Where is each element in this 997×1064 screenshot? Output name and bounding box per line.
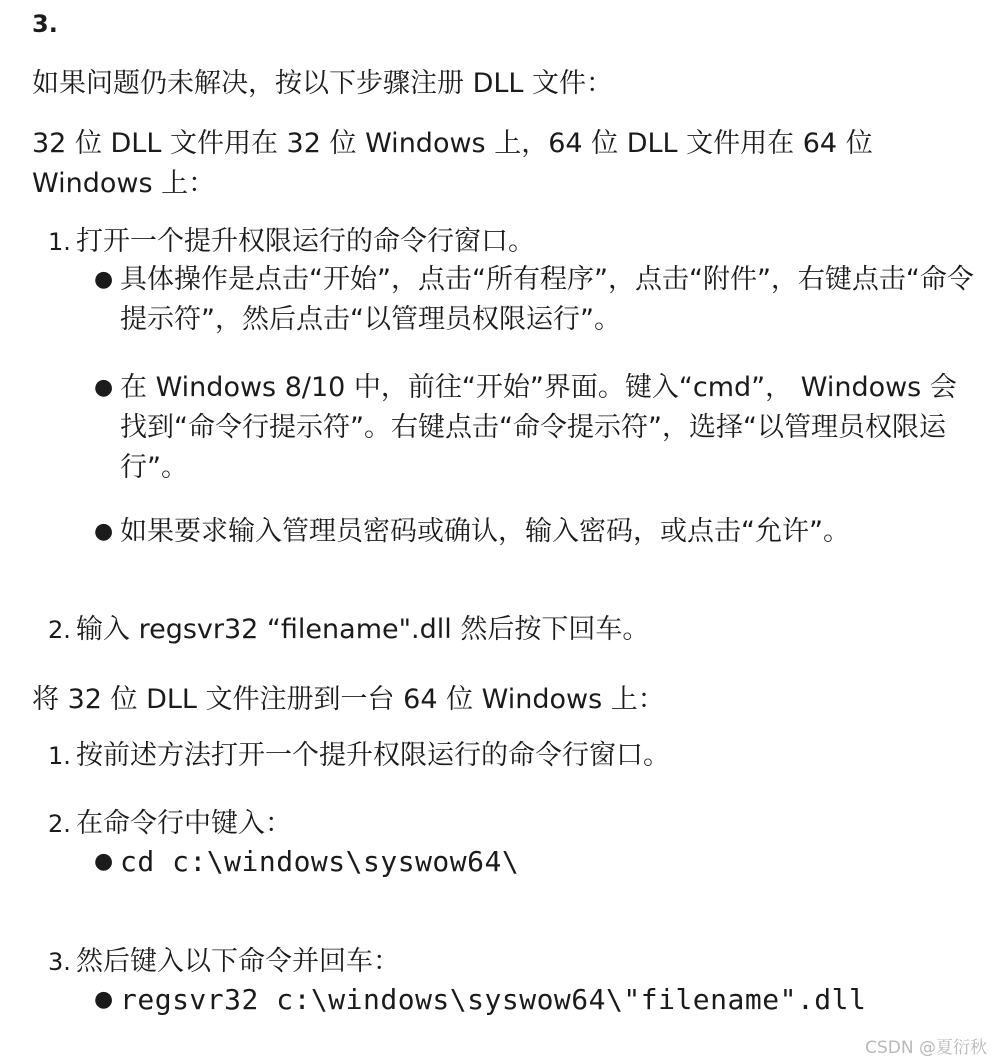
bullet-icon: ● xyxy=(94,987,114,1012)
bullet-item xyxy=(94,842,974,882)
bullet-text: 在 Windows 8/10 中，前往“开始”界面。键入“cmd”， Windows 会找到“命令行提示符”。右键点击“命令提示符”，选择“以管理员权限运行”。 xyxy=(120,372,957,483)
bullet-icon: ● xyxy=(94,849,114,874)
section1-intro: 32 位 DLL 文件用在 32 位 Windows 上，64 位 DLL 文件用在 64 位 Windows 上： xyxy=(32,128,873,199)
section2-intro: 将 32 位 DLL 文件注册到一台 64 位 Windows 上： xyxy=(32,684,665,715)
bullet-item xyxy=(94,260,974,340)
list-item xyxy=(48,942,978,982)
list-number: 3. xyxy=(48,948,71,976)
list-item-text: 然后键入以下命令并回车： xyxy=(76,946,400,977)
bullet-item xyxy=(94,980,974,1020)
list-item-text: 打开一个提升权限运行的命令行窗口。 xyxy=(76,226,535,257)
list-number: 2. xyxy=(48,616,71,644)
list-item xyxy=(48,610,978,650)
bullet-icon: ● xyxy=(94,519,114,544)
list-item xyxy=(48,804,978,844)
list-item-text: 在命令行中键入： xyxy=(76,808,292,839)
step-number: 3. xyxy=(32,10,58,38)
bullet-icon: ● xyxy=(94,267,114,292)
list-number: 1. xyxy=(48,742,71,770)
list-number: 2. xyxy=(48,810,71,838)
code-command: regsvr32 c:\windows\syswow64\"filename".dll xyxy=(120,983,867,1016)
bullet-text: 具体操作是点击“开始”，点击“所有程序”，点击“附件”，右键点击“命令提示符”，然后点击“以管理员权限运行”。 xyxy=(120,264,974,335)
list-item-text: 按前述方法打开一个提升权限运行的命令行窗口。 xyxy=(76,740,670,771)
list-item xyxy=(48,736,978,776)
list-item-text: 输入 regsvr32 “filename".dll 然后按下回车。 xyxy=(76,614,650,645)
bullet-icon: ● xyxy=(94,375,114,400)
code-command: cd c:\windows\syswow64\ xyxy=(120,845,520,878)
list-number: 1. xyxy=(48,228,71,256)
intro-paragraph: 如果问题仍未解决，按以下步骤注册 DLL 文件： xyxy=(32,68,614,99)
watermark: CSDN @夏衍秋 xyxy=(865,1038,987,1058)
list-item xyxy=(48,222,978,262)
bullet-text: 如果要求输入管理员密码或确认，输入密码，或点击“允许”。 xyxy=(120,516,850,547)
bullet-item xyxy=(94,368,974,488)
bullet-item xyxy=(94,512,974,552)
